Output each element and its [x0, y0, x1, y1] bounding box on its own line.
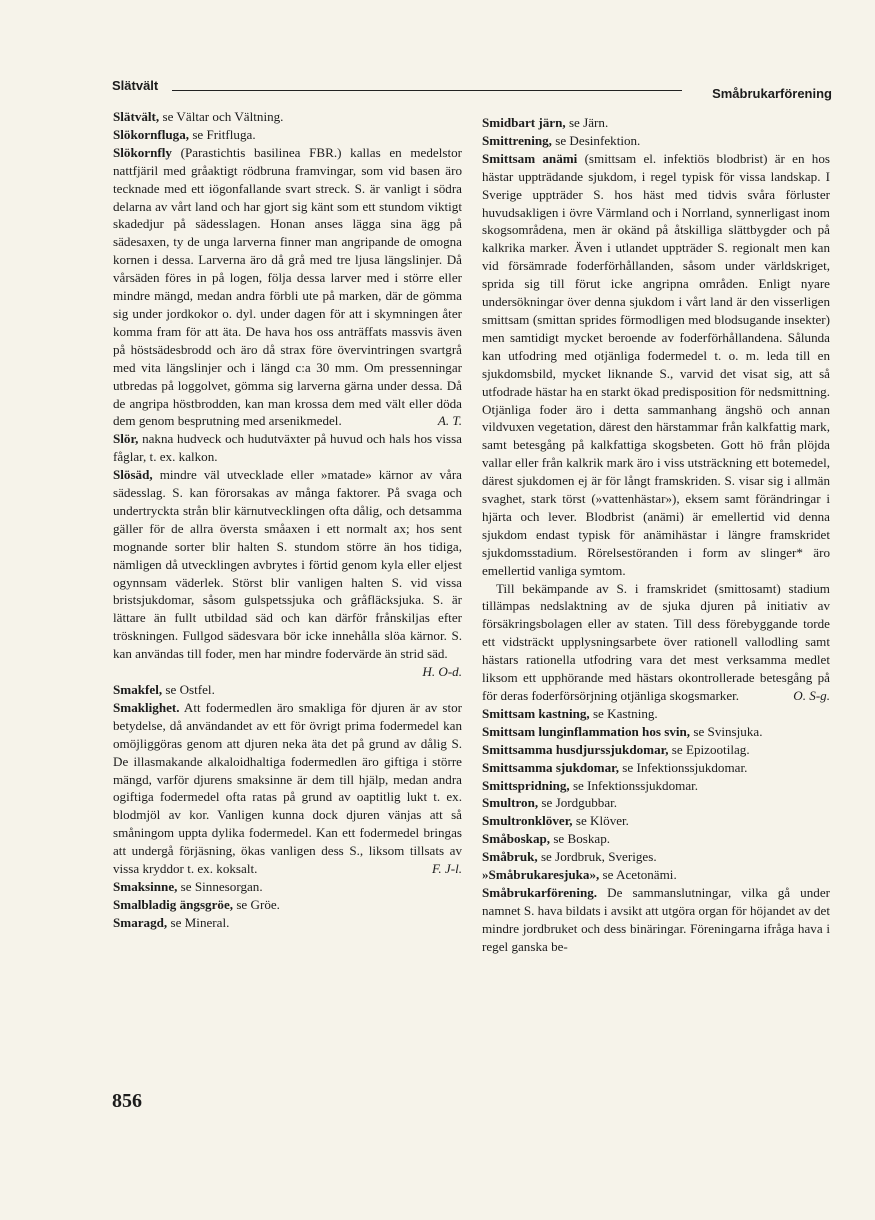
- dictionary-entry: [482, 723, 830, 741]
- entry-term: Smaklighet.: [113, 699, 180, 715]
- entry-text: se Boskap.: [550, 831, 611, 847]
- entry-text: (smittsam el. infektiös blodbrist) är en hos hästar uppträdande sjukdom, i regel typisk för vissa landskap. I Sverige uppträder S. hos häst med tidvis svåra förluster huvudsakligen i övre Värmland och i Norrland, synnerligast inom skogsområdena, men är okänd på åtskilliga slättbygder och på kalkrika marker. Även i utlandet uppträder S. regionalt men kan vid försämrade foderförhållanden, såsom under världskriget, sprida sig till förut icke angripna områden. Enligt nyare undersökningar över denna sjukdom i vårt land är den visserligen smittsam (smittan sprides förmodligen med blodsugande insekter) men samtidigt mycket beroende av foderförhållandena. Sålunda kan utfodring med otjänliga fodermedel t. o. m. leda till en sjukdomsbild, mycket liknande S., varvid det visat sig, att så utfodrade hästar ha en starkt ökad predisposition för nedsmittning. Otjänliga foder äro i detta sammanhang ängshö och annan vildvuxen vegetation, därest den härstammar från kalkfattig mark, samt betesgång på kalkfattiga skogsbeten. Gott hö från plöjda vallar eller från kalkrik mark äro i viss utsträckning ett botemedel, därest sjukdomen ej är för långt framskriden. S. visar sig i allmän svaghet, stark törst (»vattenhästar»), eksem samt förändringar i hjärta och lever. Blodbrist (anämi) är emellertid vid denna sjukdom endast typisk för anämihästar i längre framskridet sjukdomsstadium. Rörelsestöranden i form av slinger* äro emellertid vanliga symtom.: [482, 150, 830, 578]
- entry-term: »Småbrukaresjuka»,: [482, 867, 600, 883]
- dictionary-entry: [482, 705, 830, 723]
- dictionary-entry: [113, 430, 462, 466]
- dictionary-entry: [113, 108, 462, 126]
- entry-term: Smakfel,: [113, 682, 163, 697]
- right-column: [482, 114, 830, 956]
- header-left-keyword: Slätvält: [112, 78, 164, 93]
- entry-text: mindre väl utvecklade eller »matade» kärnor av våra sädesslag. S. kan förorsakas av många faktorer. På svaga och undertryckta strån blir kärnutvecklingen ofta dålig, och detsamma gäller för de allra översta småaxen i ett normalt ax; hos sent mognande sorter blir halten S. stundom större än hos tidiga, nämligen då utvecklingen avbrytes i förtid genom kyla eller eljest ogynnsam väderlek. Störst blir vanligen halten S. vid vissa bristsjukdomar, såsom gulspetssjuka och gråfläcksjuka. S. är lättare än fullt utbildad säd och kan därför frånskiljas efter tröskningen. Fullgod sädesvara bör icke innehålla slöa kärnor. S. kan användas till foder, men har mindre fodervärde än strid säd.: [113, 467, 462, 662]
- entry-text: se Kastning.: [589, 705, 658, 721]
- page-number: 856: [112, 1090, 142, 1112]
- entry-text: se Klöver.: [572, 813, 629, 829]
- entry-term: Slökornfluga,: [113, 126, 190, 142]
- dictionary-entry: [482, 580, 830, 705]
- entry-term: Slösäd,: [113, 467, 153, 483]
- dictionary-entry: [113, 896, 462, 914]
- author-signature: F. J-l.: [432, 861, 462, 877]
- dictionary-entry: [113, 699, 462, 878]
- entry-text: se Acetonämi.: [599, 867, 677, 883]
- dictionary-entry: [482, 884, 830, 956]
- author-signature: O. S-g.: [793, 688, 830, 703]
- entry-text: se Järn.: [565, 115, 609, 130]
- entry-term: Småboskap,: [482, 831, 551, 847]
- header-right-keyword: Småbrukarförening: [706, 86, 832, 101]
- running-header: [112, 78, 832, 100]
- entry-term: Smittsamma sjukdomar,: [482, 759, 620, 775]
- entry-text: se Epizootilag.: [668, 741, 750, 757]
- dictionary-entry: [113, 878, 462, 896]
- dictionary-entry: [113, 144, 462, 431]
- entry-term: Smultron,: [482, 795, 539, 811]
- dictionary-entry: [482, 759, 830, 777]
- entry-term: Smidbart järn,: [482, 115, 566, 130]
- dictionary-entry: [482, 114, 830, 132]
- entry-term: Smittrening,: [482, 132, 552, 148]
- entry-text: se Vältar och Vältning.: [159, 109, 284, 124]
- entry-term: Smalbladig ängsgröe,: [113, 896, 234, 912]
- left-column: [113, 108, 462, 932]
- author-signature: A. T.: [437, 413, 462, 429]
- entry-term: Smittsam kastning,: [482, 705, 590, 721]
- entry-text: se Fritfluga.: [189, 126, 256, 142]
- entry-term: Smaksinne,: [113, 878, 178, 894]
- dictionary-entry: [482, 812, 830, 830]
- dictionary-entry: [482, 866, 830, 884]
- entry-term: Småbrukarförening.: [482, 884, 598, 900]
- entry-term: Smittsam lunginflammation hos svin,: [482, 723, 691, 739]
- dictionary-entry: [482, 132, 830, 150]
- entry-term: Smittspridning,: [482, 777, 570, 793]
- dictionary-entry: [482, 794, 830, 812]
- entry-text: Till bekämpande av S. i framskridet (smittosamt) stadium tillämpas nedslaktning av de sjuka djuren på initiativ av försäkringsbolagen eller av staten. Till dess förebyggande torde ett vidsträckt upplysningsarbete över rationell vallodling samt hästars rationella utfodring vara det mest verksamma medlet liksom ett upphörande med hästars okontrollerade betesgång på för deras foderförsörjning otjänliga skogsmarker.: [482, 580, 830, 703]
- entry-text: se Infektionssjukdomar.: [619, 759, 748, 775]
- entry-text: nakna hudveck och hudutväxter på huvud och hals hos vissa fåglar, t. ex. kalkon.: [113, 431, 462, 465]
- author-signature: H. O-d.: [422, 664, 462, 680]
- entry-term: Smultronklöver,: [482, 813, 573, 829]
- entry-text: se Gröe.: [233, 896, 280, 912]
- entry-text: se Jordbruk, Sveriges.: [537, 849, 657, 865]
- dictionary-entry: [113, 126, 462, 144]
- entry-term: Slökornfly: [113, 144, 172, 160]
- dictionary-entry: [113, 466, 462, 681]
- entry-text: se Svinsjuka.: [690, 723, 763, 739]
- entry-text: De sammanslutningar, vilka gå under namnet S. hava bildats i avsikt att utgöra organ för höjandet av det mindre jordbruket och dess binäringar. Föreningarna ifråga hava i regel ganska be-: [482, 884, 830, 954]
- dictionary-entry: [482, 848, 830, 866]
- entry-text: se Sinnesorgan.: [177, 878, 263, 894]
- dictionary-entry: [482, 830, 830, 848]
- entry-text: se Mineral.: [167, 914, 230, 930]
- dictionary-entry: [113, 914, 462, 932]
- entry-text: se Infektionssjukdomar.: [569, 777, 699, 793]
- entry-text: Att fodermedlen äro smakliga för djuren är av stor betydelse, då användandet av ett för övrigt prima fodermedel kan omöjliggöras genom att djuren neka äta det på grund av dålig S. De illasmakande alkaloidhaltiga fodermedlen äro giftiga i större mängd, varför djurens smaksinne är dem till hjälp, medan andra ogiftiga fodermedel ofta ratas på grund av oaptitlig lukt t. ex. blodmjöl av kor. Vanligen kunna dock djuren vänjas att så småningom uppta dylika fodermedel. Kan ett fodermedel bringas att undergå förjäsning, ökas vanligen dess S., liksom tillsats av vissa kryddor t. ex. koksalt.: [113, 699, 462, 877]
- dictionary-entry: [113, 681, 462, 699]
- entry-text: (Parastichtis basilinea FBR.) kallas en medelstor nattfjäril med gråaktigt rödbruna framvingar, som vid basen äro tecknade med ett iögonfallande svart streck. S. är vanligt i södra delarna av vårt land och har gjort sig känt som ett stundom viktigt skadedjur på sädesslagen. Honan anses lägga sina ägg på sädesaxen, ty de unga larverna finner man angripande de omogna kornen i dessa. Larverna äro då grå med tre ljusa längslinjer. Då vårsäden föres in på logen, följa dessa larver med i större eller mindre mängd, medan andra förbli ute på marken, där de gömma sig under jordkokor o. dyl. under dagen för att i skymningen åter komma fram för att äta. De hava hos oss anträffats massvis även på höstsädesbrodd och äro då strax före övervintringen svartgrå med vita längslinjer och i längd c:a 30 mm. Om pressenningar utbredas på loggolvet, gömma sig larverna gärna under dessa. Då de angripa höstbrodden, kan man krossa dem med vält eller döda dem genom besprutning med arsenikmedel.: [113, 144, 462, 429]
- dictionary-entry: [482, 150, 830, 580]
- entry-term: Slätvält,: [113, 109, 160, 124]
- entry-text: se Jordgubbar.: [538, 795, 618, 811]
- dictionary-entry: [482, 741, 830, 759]
- entry-term: Smittsamma husdjurssjukdomar,: [482, 741, 669, 757]
- entry-term: Smaragd,: [113, 914, 168, 930]
- header-rule: [172, 90, 682, 91]
- entry-term: Smittsam anämi: [482, 150, 578, 166]
- entry-term: Småbruk,: [482, 849, 538, 865]
- dictionary-entry: [482, 777, 830, 795]
- entry-term: Slör,: [113, 431, 139, 447]
- entry-text: se Ostfel.: [162, 682, 215, 697]
- entry-text: se Desinfektion.: [551, 132, 641, 148]
